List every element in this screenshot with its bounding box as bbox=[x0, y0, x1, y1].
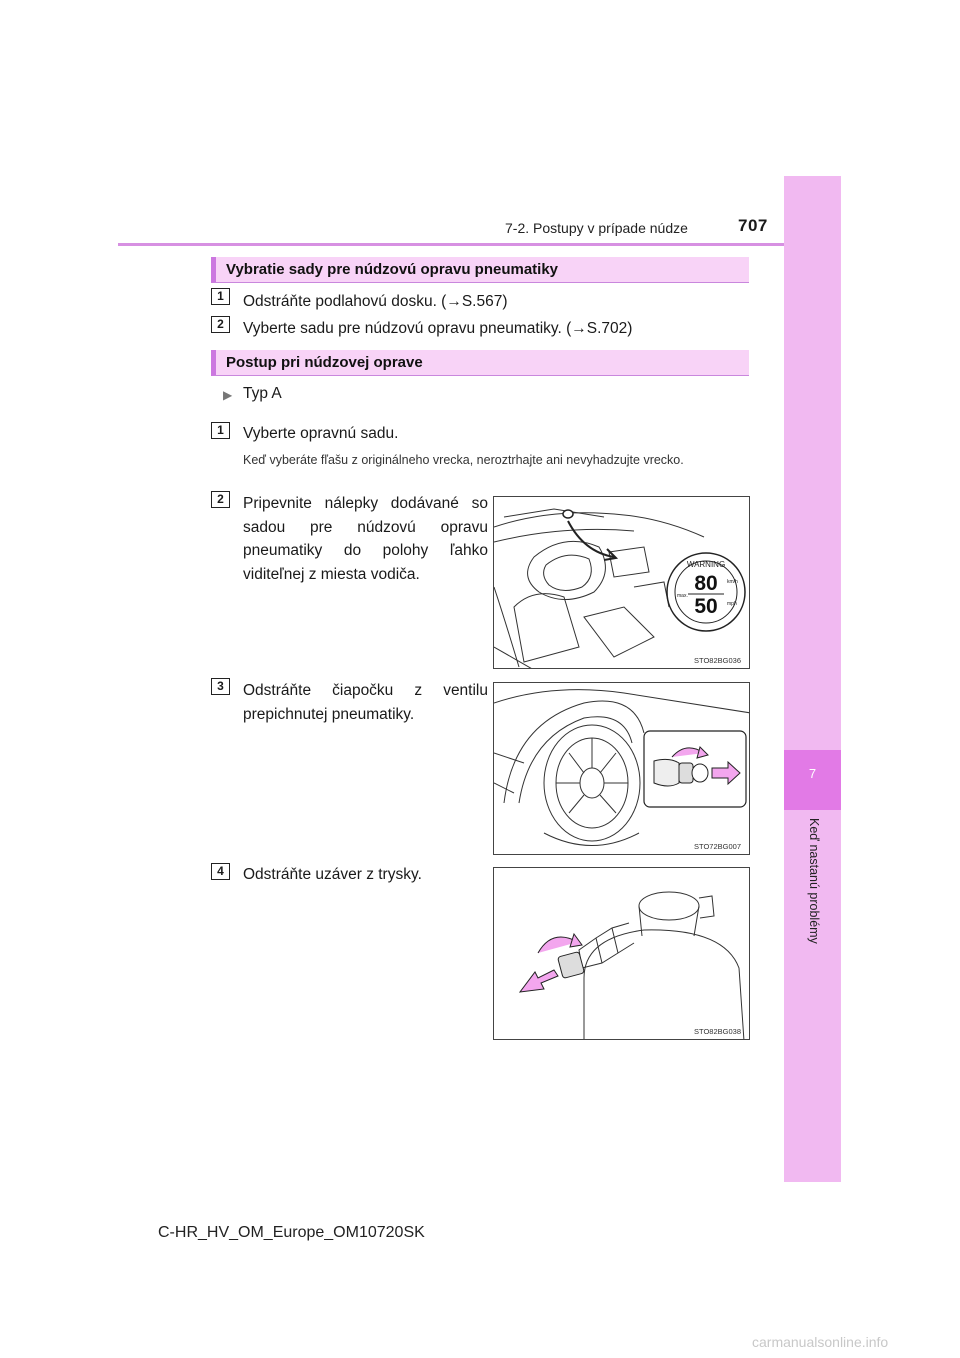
illustration-nozzle-cap bbox=[493, 867, 750, 1040]
svg-text:max.: max. bbox=[677, 593, 688, 599]
illustration-sticker-placement bbox=[493, 496, 750, 669]
section-heading-repair-procedure: Postup pri núdzovej oprave bbox=[211, 350, 749, 376]
step-text: Vyberte sadu pre núdzovú opravu pneumatiky. (→S.702) bbox=[243, 320, 633, 337]
watermark: carmanualsonline.info bbox=[752, 1334, 889, 1350]
header-section-title: 7-2. Postupy v prípade núdze bbox=[505, 220, 688, 236]
chapter-title: Keď nastanú problémy bbox=[807, 818, 821, 944]
pull-arrow-icon bbox=[520, 970, 558, 992]
document-id: C-HR_HV_OM_Europe_OM10720SK bbox=[158, 1224, 425, 1241]
step-text: Pripevnite nálepky dodávané so sadou pre núdzovú opravu pneumatiky do polohy ľahko viditeľnej z miesta vodiča. bbox=[243, 495, 488, 583]
step-text: Vyberte opravnú sadu. bbox=[243, 425, 399, 442]
header-divider bbox=[118, 243, 784, 246]
illustration-valve-cap bbox=[493, 682, 750, 855]
image-code: STO82BG036 bbox=[694, 656, 741, 665]
step-number: 1 bbox=[211, 288, 230, 305]
step-number: 4 bbox=[211, 863, 230, 880]
section-heading-removal: Vybratie sady pre núdzovú opravu pneumatiky bbox=[211, 257, 749, 283]
chapter-number: 7 bbox=[808, 766, 817, 781]
step-number: 3 bbox=[211, 678, 230, 695]
step-number: 1 bbox=[211, 422, 230, 439]
svg-text:mph: mph bbox=[727, 601, 737, 607]
sticker-warning-text: WARNING bbox=[686, 560, 726, 569]
step-text: Odstráňte čiapočku z ventilu prepichnutej pneumatiky. bbox=[243, 682, 488, 723]
type-label: Typ A bbox=[243, 385, 282, 402]
bottle-drawing bbox=[494, 868, 750, 1040]
sticker-speed-mph: 50 bbox=[694, 595, 718, 618]
image-code: STO82BG038 bbox=[694, 1027, 741, 1036]
step-number: 2 bbox=[211, 491, 230, 508]
sticker-location-marker bbox=[563, 510, 573, 518]
image-code: STO72BG007 bbox=[694, 842, 741, 851]
step-note: Keď vyberáte fľašu z originálneho vrecka, neroztrhajte ani nevyhadzujte vrecko. bbox=[243, 453, 684, 467]
step-text: Odstráňte podlahovú dosku. (→S.567) bbox=[243, 293, 508, 310]
wheel-drawing bbox=[494, 683, 750, 855]
step-text: Odstráňte uzáver z trysky. bbox=[243, 866, 422, 883]
car-interior-drawing bbox=[494, 497, 750, 669]
step-number: 2 bbox=[211, 316, 230, 333]
svg-text:km/h: km/h bbox=[727, 579, 738, 585]
triangle-bullet-icon: ▶ bbox=[223, 388, 233, 402]
sticker-speed-kmh: 80 bbox=[694, 572, 718, 595]
page-number: 707 bbox=[738, 216, 768, 235]
